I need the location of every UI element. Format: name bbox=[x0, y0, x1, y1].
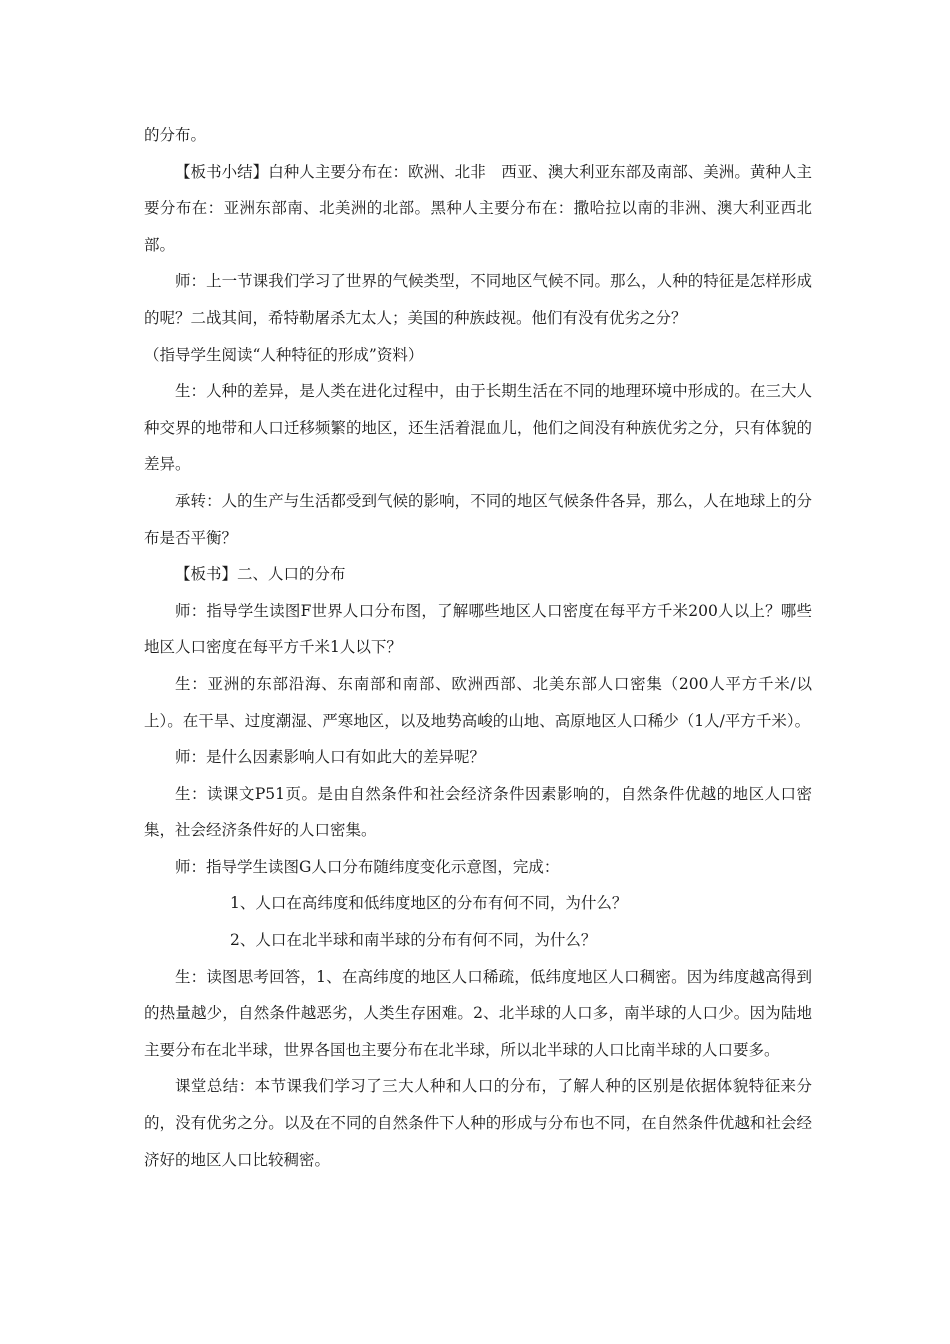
list-item-question-2: 2、人口在北半球和南半球的分布有何不同，为什么？ bbox=[230, 931, 597, 950]
paragraph-teacher-factors: 师：是什么因素影响人口有如此大的差异呢？ bbox=[175, 748, 486, 767]
paragraph-teacher-map: 师：指导学生读图F世界人口分布图，了解哪些地区人口密度在每平方千米200人以上？哪些地区人口密度在每平方千米1人以下？ bbox=[144, 601, 812, 657]
paragraph-student-latitude-answer: 生：读图思考回答，1、在高纬度的地区人口稀疏，低纬度地区人口稠密。因为纬度越高得到的热量越少，自然条件越恶劣，人类生存困难。2、北半球的人口多，南半球的人口少。因为陆地主要分布在北半球，世界各国也主要分布在北半球，所以北半球的人口比南半球的人口要多。 bbox=[144, 967, 812, 1059]
paragraph-continuation: 的分布。 bbox=[144, 126, 207, 144]
paragraph-transition: 承转：人的生产与生活都受到气候的影响，不同的地区气候条件各异，那么，人在地球上的分布是否平衡？ bbox=[144, 491, 812, 547]
paragraph-class-summary: 课堂总结：本节课我们学习了三大人种和人口的分布，了解人种的区别是依据体貌特征来分的，没有优劣之分。以及在不同的自然条件下人种的形成与分布也不同，在自然条件优越和社会经济好的地区人口比较稠密。 bbox=[144, 1077, 812, 1169]
paragraph-teacher-question: 师：上一节课我们学习了世界的气候类型，不同地区气候不同。那么，人种的特征是怎样形成的呢？二战其间，希特勒屠杀尢太人；美国的种族歧视。他们有没有优劣之分？ bbox=[144, 272, 812, 327]
document-body bbox=[144, 117, 812, 1178]
paragraph-board-heading: 【板书】二、人口的分布 bbox=[175, 565, 346, 584]
list-item-question-1: 1、人口在高纬度和低纬度地区的分布有何不同，为什么？ bbox=[230, 894, 628, 913]
paragraph-student-reading: 生：读课文P51页。是由自然条件和社会经济条件因素影响的，自然条件优越的地区人口密集，社会经济条件好的人口密集。 bbox=[144, 784, 812, 840]
paragraph-student-answer: 生：人种的差异，是人类在进化过程中，由于长期生活在不同的地理环境中形成的。在三大人种交界的地带和人口迁移频繁的地区，还生活着混血儿，他们之间没有种族优劣之分，只有体貌的差异。 bbox=[144, 382, 812, 474]
paragraph-teacher-latitude: 师：指导学生读图G人口分布随纬度变化示意图，完成： bbox=[175, 857, 560, 876]
paragraph-student-density: 生：亚洲的东部沿海、东南部和南部、欧洲西部、北美东部人口密集（200人平方千米/以上）。在干旱、过度潮湿、严寒地区，以及地势高峻的山地、高原地区人口稀少（1人/平方千米）。 bbox=[144, 674, 812, 730]
paragraph-reading-guide: （指导学生阅读“人种特征的形成”资料） bbox=[144, 345, 424, 364]
paragraph-board-summary: 【板书小结】白种人主要分布在：欧洲、北非 西亚、澳大利亚东部及南部、美洲。黄种人主要分布在：亚洲东部南、北美洲的北部。黑种人主要分布在：撒哈拉以南的非洲、澳大利亚西北部。 bbox=[144, 162, 812, 254]
